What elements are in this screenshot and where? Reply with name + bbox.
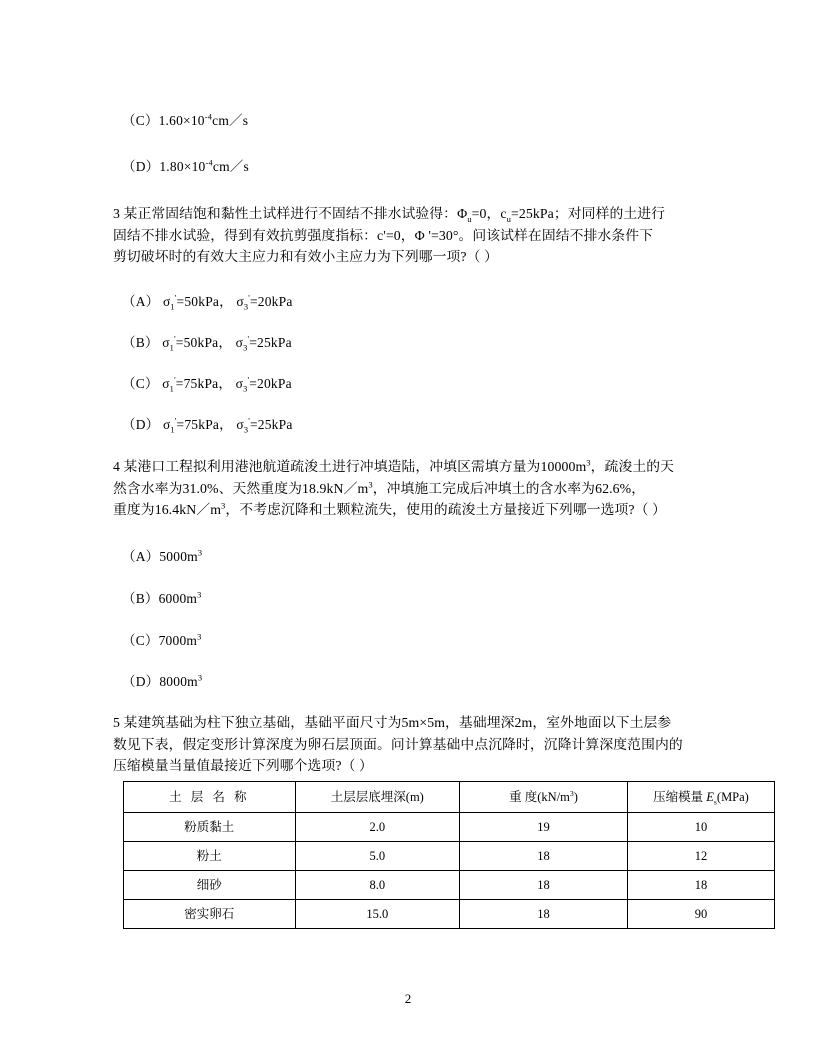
option-unit: cm／s: [212, 159, 249, 174]
option-label: （C）: [122, 633, 159, 648]
question-3-line-3: 剪切破坏时的有效大主应力和有效小主应力为下列哪一项?（ ）: [113, 249, 498, 264]
cubic-meter-superscript: 3: [197, 673, 203, 683]
option-item: [122, 112, 248, 130]
question-3-option-a: [122, 293, 293, 311]
option-unit: cm／s: [212, 113, 249, 128]
cell-compression-modulus: 10: [627, 813, 774, 842]
option-label: （D）: [122, 159, 160, 174]
sigma-1-subscript: 1: [169, 343, 175, 353]
question-4-line-1: [113, 456, 735, 478]
question-3-option-d: [122, 416, 293, 434]
question-5-line-3: 压缩模量当量值最接近下列哪个选项?（ ）: [113, 758, 373, 773]
question-4-line-1-part-a: 4 某港口工程拟利用港池航道疏浚土进行冲填造陆，冲填区需填方量为10000m: [113, 459, 587, 474]
option-value: 1.80×10: [159, 159, 206, 174]
option-value: 8000m: [159, 674, 198, 689]
option-exponent: -4: [205, 158, 213, 168]
c-subscript-u: u: [506, 213, 512, 224]
cell-soil-name: 密实卵石: [124, 900, 296, 929]
sigma-3-value: =25kPa: [249, 335, 292, 350]
sigma-3-prime: ': [248, 293, 250, 303]
table-row: [124, 813, 775, 842]
sigma-1-symbol: σ: [162, 294, 171, 309]
sigma-3-prime: ': [247, 334, 250, 344]
cell-compression-modulus: 18: [627, 871, 774, 900]
sigma-3-value: =20kPa: [249, 376, 292, 391]
es-subscript: s: [713, 797, 717, 807]
sigma-1-prime: ': [174, 334, 176, 344]
cubic-meter-superscript: 3: [197, 632, 202, 642]
option-value: 1.60×10: [158, 113, 205, 128]
sigma-3-subscript: 3: [243, 343, 248, 353]
sigma-3-prime: ': [248, 416, 250, 426]
cell-compression-modulus: 90: [627, 900, 774, 929]
sigma-3-symbol: σ: [235, 335, 244, 350]
table-row: [124, 871, 775, 900]
question-3-line-1-part-a: 3 某正常固结饱和黏性土试样进行不固结不排水试验得：Φ: [113, 206, 468, 221]
sigma-3-subscript: 3: [243, 302, 249, 312]
question-4-option-c: [122, 632, 202, 650]
question-4-option-a: [122, 548, 202, 566]
question-3-option-c: [122, 375, 292, 393]
question-3-line-1-part-c: =25kPa；对同样的土进行: [511, 206, 666, 221]
table-row: [124, 900, 775, 929]
question-4-line-3-part-a: 重度为16.4kN／m: [113, 502, 222, 517]
question-5-text: [113, 712, 735, 777]
cubic-meter-superscript: 3: [586, 457, 591, 468]
unit-weight-label-close: ): [573, 790, 578, 804]
question-4-option-d: [122, 673, 202, 691]
column-header-compression-modulus: [627, 782, 774, 813]
column-header-soil-name: 土 层 名 称: [124, 782, 296, 813]
question-4-option-b: [122, 590, 202, 608]
option-label: （A）: [122, 294, 160, 309]
es-symbol: E: [706, 790, 714, 804]
sigma-1-value: =50kPa，: [175, 335, 233, 350]
option-label: （D）: [122, 674, 160, 689]
sigma-1-value: =75kPa，: [176, 417, 233, 432]
cell-unit-weight: 18: [460, 900, 628, 929]
cubic-meter-superscript: 3: [197, 590, 202, 600]
cell-depth: 5.0: [295, 842, 460, 871]
unit-weight-label: 重 度(kN/m: [509, 790, 570, 804]
question-4-text: [113, 456, 735, 521]
question-3-option-b: [122, 334, 292, 352]
option-label: （C）: [122, 113, 159, 128]
sigma-3-symbol: σ: [236, 417, 244, 432]
sigma-1-symbol: σ: [162, 335, 170, 350]
sigma-3-value: =20kPa: [249, 294, 293, 309]
table-row: [124, 842, 775, 871]
sigma-1-prime: ': [174, 375, 176, 385]
table-header-row: [124, 782, 775, 813]
sigma-3-symbol: σ: [235, 376, 244, 391]
phi-subscript-u: u: [467, 213, 472, 224]
option-exponent: -4: [204, 112, 213, 122]
question-3-text: [113, 203, 735, 268]
cubic-meter-superscript: 3: [368, 478, 373, 489]
question-5-line-2: 数见下表，假定变形计算深度为卵石层顶面。问计算基础中点沉降时，沉降计算深度范围内的: [113, 736, 683, 752]
sigma-1-symbol: σ: [162, 376, 170, 391]
sigma-1-subscript: 1: [170, 425, 175, 435]
question-4-line-2-part-a: 然含水率为31.0%、天然重度为18.9kN／m: [113, 480, 369, 496]
sigma-1-value: =50kPa，: [176, 294, 233, 309]
sigma-1-value: =75kPa，: [175, 376, 233, 391]
sigma-3-subscript: 3: [243, 384, 248, 394]
sigma-1-subscript: 1: [170, 302, 175, 312]
sigma-3-subscript: 3: [243, 425, 249, 435]
cell-unit-weight: 19: [460, 813, 628, 842]
option-value: 6000m: [158, 591, 198, 606]
compression-modulus-label: 压缩模量: [653, 790, 707, 804]
sigma-1-prime: ': [174, 293, 177, 303]
question-3-line-1: [113, 203, 735, 225]
sigma-1-prime: ': [174, 416, 177, 426]
option-label: （B）: [122, 335, 159, 350]
cell-soil-name: 细砂: [124, 871, 296, 900]
option-label: （C）: [122, 376, 159, 391]
cubic-meter-superscript: 3: [197, 548, 203, 558]
question-4-line-3-part-b: ，不考虑沉降和土颗粒流失，使用的疏浚土方量接近下列哪一选项?（ ）: [225, 502, 666, 517]
option-item: [122, 158, 249, 176]
page-number: 2: [404, 991, 412, 1006]
cell-compression-modulus: 12: [627, 842, 774, 871]
cell-depth: 2.0: [295, 813, 460, 842]
option-value: 7000m: [158, 633, 198, 648]
question-4-line-3: [113, 499, 735, 521]
question-5-line-1: 5 某建筑基础为柱下独立基础，基础平面尺寸为5m×5m，基础埋深2m，室外地面以下土层参: [113, 715, 672, 730]
sigma-3-value: =25kPa: [249, 417, 293, 432]
compression-modulus-unit: (MPa): [716, 790, 749, 804]
question-3-line-1-part-b: =0，c: [471, 206, 507, 221]
option-label: （B）: [122, 591, 159, 606]
cell-soil-name: 粉质黏土: [124, 813, 296, 842]
question-4-line-2-part-b: ，冲填施工完成后冲填土的含水率为62.6%，: [372, 480, 646, 496]
question-4-line-1-part-b: ，疏浚土的天: [590, 459, 675, 474]
cell-unit-weight: 18: [460, 871, 628, 900]
column-header-layer-bottom-depth: 土层层底埋深(m): [295, 782, 460, 813]
sigma-1-subscript: 1: [169, 384, 175, 394]
cubic-meter-superscript: 3: [221, 500, 226, 511]
soil-layer-table: [123, 781, 775, 929]
sigma-1-symbol: σ: [162, 417, 171, 432]
sigma-3-symbol: σ: [236, 294, 244, 309]
cell-unit-weight: 18: [460, 842, 628, 871]
cell-depth: 15.0: [295, 900, 460, 929]
cubic-meter-superscript: 3: [569, 788, 574, 798]
sigma-3-prime: ': [247, 375, 250, 385]
cell-depth: 8.0: [295, 871, 460, 900]
option-label: （A）: [122, 549, 160, 564]
option-value: 5000m: [159, 549, 198, 564]
option-label: （D）: [122, 417, 160, 432]
question-4-line-2: [113, 478, 735, 500]
column-header-unit-weight: [460, 782, 628, 813]
question-3-line-2: 固结不排水试验，得到有效抗剪强度指标：c'=0，Φ '=30°。问该试样在固结不排水条件下: [113, 227, 653, 243]
cell-soil-name: 粉土: [124, 842, 296, 871]
